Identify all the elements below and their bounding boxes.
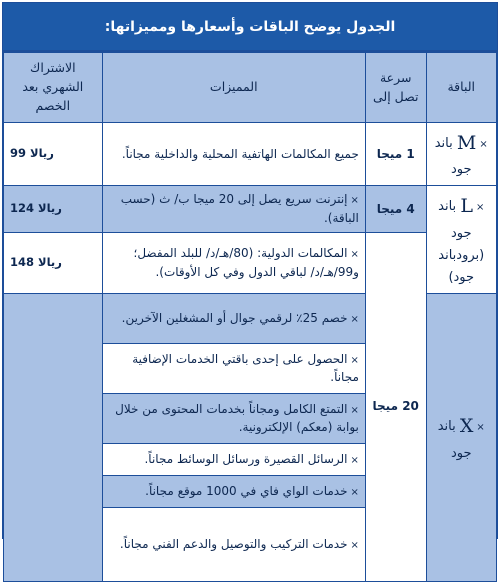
feature-7 [102, 443, 365, 475]
package-m-letter: M [456, 132, 477, 154]
speed-x: 20 ميجا [365, 232, 426, 581]
package-x-cell [426, 293, 496, 581]
price-l: 124 ريالا [4, 186, 103, 232]
feature-3-text: المكالمات الدولية: (80/هـ/د/ للبلد المفضل؛ و99/هـ/د/ لباقي الدول وفي كل الأوقات). [133, 246, 359, 279]
feature-5-text: الحصول على إحدى باقتي الخدمات الإضافية مجاناً. [132, 351, 359, 385]
header-features: المميزات [102, 53, 365, 123]
package-x-letter: X [459, 415, 474, 438]
feature-6-text: التمتع الكامل ومجاناً بخدمات المحتوى من خلال بوابة (معكم) الإلكترونية. [115, 401, 359, 435]
table-row [4, 232, 497, 293]
package-m-label: باند جود [434, 136, 472, 178]
feature-4 [102, 293, 365, 343]
packages-table [3, 52, 497, 582]
price-empty-cell [4, 293, 103, 581]
x-bullet-icon: × [476, 422, 485, 434]
feature-7-text: الرسائل القصيرة ورسائل الوسائط مجاناً. [144, 452, 348, 467]
x-bullet-icon: × [350, 540, 359, 552]
feature-2 [102, 186, 365, 232]
speed-m: 1 ميجا [365, 123, 426, 186]
feature-1 [102, 123, 365, 186]
x-bullet-icon: × [350, 195, 359, 207]
package-l-letter: L [460, 195, 473, 218]
package-l-label: باند جود (برودباند جود) [438, 199, 485, 285]
pricing-table-frame [2, 2, 498, 552]
feature-5 [102, 343, 365, 393]
table-row [4, 186, 497, 232]
x-bullet-icon: × [350, 249, 359, 261]
table-row [4, 123, 497, 186]
feature-1-text: جميع المكالمات الهاتفية المحلية والداخلية مجاناً. [121, 146, 359, 161]
x-bullet-icon: × [350, 404, 359, 416]
table-title: الجدول يوضح الباقات وأسعارها ومميزاتها: [3, 3, 497, 52]
package-m-cell [426, 123, 496, 186]
feature-6 [102, 393, 365, 443]
price-x: 148 ريالا [4, 232, 103, 293]
package-x-label: باند جود [437, 419, 472, 461]
speed-l: 4 ميجا [365, 186, 426, 232]
header-package: الباقة [426, 53, 496, 123]
feature-9 [102, 507, 365, 581]
feature-2-text: إنترنت سريع يصل إلى 20 ميجا ب/ ث (حسب الباقة). [120, 192, 359, 225]
x-bullet-icon: × [350, 455, 359, 467]
feature-4-text: خصم 25٪ لرقمي جوال أو المشغلين الآخرين. [121, 311, 348, 326]
x-bullet-icon: × [475, 202, 485, 214]
feature-9-text: خدمات التركيب والتوصيل والدعم الفني مجاناً. [119, 537, 348, 552]
header-speed: سرعة تصل إلى [365, 53, 426, 123]
x-bullet-icon: × [350, 314, 359, 326]
package-l-cell [426, 186, 496, 294]
feature-8 [102, 475, 365, 507]
x-bullet-icon: × [350, 487, 359, 499]
header-row [4, 53, 497, 123]
x-bullet-icon: × [479, 139, 488, 150]
x-bullet-icon: × [350, 354, 359, 366]
feature-8-text: خدمات الواي فاي في 1000 موقع مجاناً. [145, 484, 348, 499]
price-m: 99 ريالا [4, 123, 103, 186]
feature-3 [102, 232, 365, 293]
header-price: الاشتراك الشهري بعد الخصم [4, 53, 103, 123]
